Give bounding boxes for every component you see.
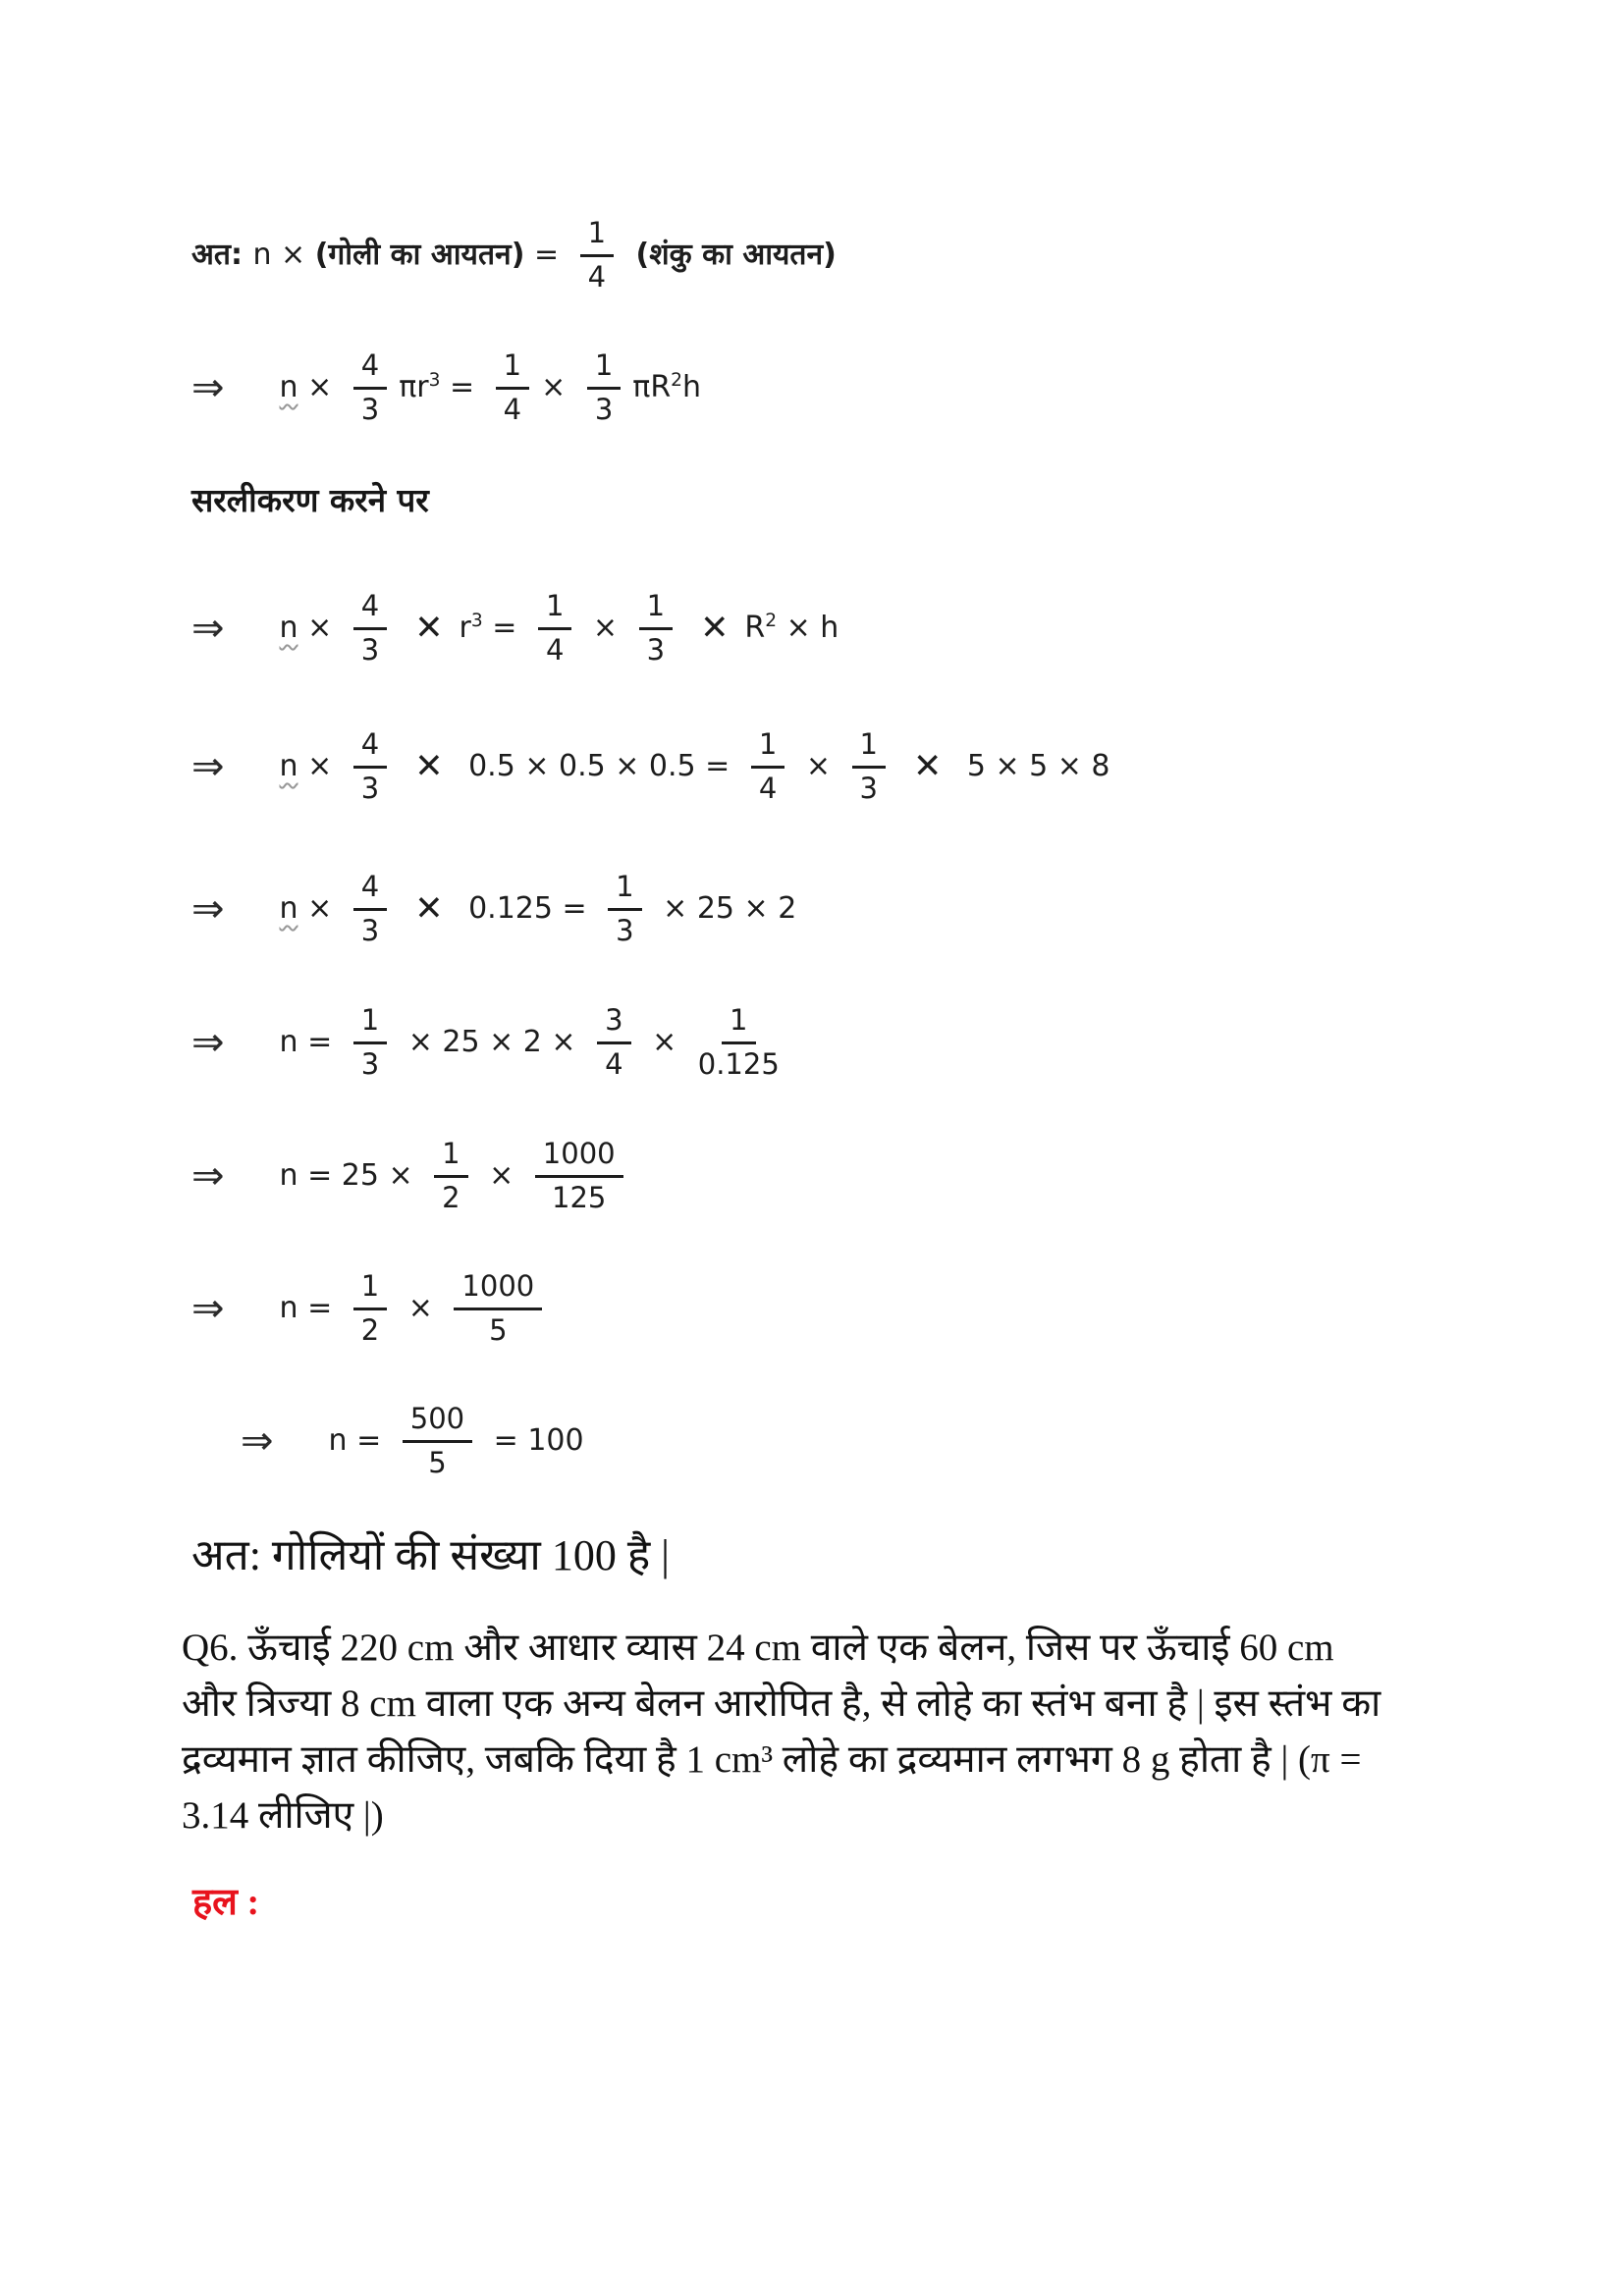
implies-arrow-icon: ⇒ — [241, 1418, 274, 1464]
math-text: × — [298, 611, 342, 645]
math-text: $\pi R^2h$ — [632, 370, 702, 404]
fraction — [353, 588, 387, 667]
fraction — [751, 726, 784, 805]
question-q6 — [182, 1620, 1380, 1843]
fraction-numerator: 4 — [353, 350, 387, 390]
implies-arrow-icon: ⇒ — [191, 365, 225, 410]
math-text: $R^2$ — [744, 611, 778, 645]
fraction — [639, 588, 673, 667]
math-text: × — [399, 1291, 443, 1325]
fraction — [353, 1268, 387, 1347]
math-text: n = — [279, 1025, 342, 1059]
fraction-denominator: 3 — [360, 913, 380, 947]
equation-line-1 — [191, 339, 701, 437]
math-text: × 25 × 2 × — [399, 1025, 586, 1059]
fraction-denominator: 3 — [360, 1046, 380, 1081]
implies-arrow-icon: ⇒ — [191, 1020, 225, 1065]
fraction-denominator: 3 — [859, 771, 878, 805]
fraction-numerator: 1 — [639, 591, 673, 630]
fraction — [434, 1136, 467, 1214]
math-text: × 25 × 2 — [653, 891, 797, 926]
fraction — [403, 1401, 472, 1479]
fraction-numerator: 4 — [353, 872, 387, 911]
math-text: × — [796, 749, 840, 783]
question-line: Q6. ऊँचाई 220 cm और आधार व्यास 24 cm वाले एक बेलन, जिस पर ऊँचाई 60 cm — [182, 1627, 1334, 1669]
fraction-numerator: 1 — [751, 729, 784, 769]
math-text: 5 × 5 × 8 — [957, 749, 1110, 783]
fraction-numerator: 1000 — [535, 1139, 623, 1178]
math-text: × h — [777, 611, 839, 645]
fraction — [496, 347, 529, 426]
math-variable: n — [279, 749, 298, 783]
fraction-numerator: 1 — [538, 591, 571, 630]
math-text: n × — [252, 238, 315, 272]
math-text: × — [298, 749, 342, 783]
math-text: n = 25 × — [279, 1158, 423, 1193]
equation-line-6 — [191, 1127, 635, 1225]
equation-line-statement — [191, 206, 837, 304]
math-text: 0.5 × 0.5 × 0.5 = — [459, 749, 739, 783]
exponent: 2 — [671, 370, 683, 391]
math-text: × — [298, 370, 342, 404]
fraction-numerator: 1 — [852, 729, 886, 769]
exponent: 3 — [428, 370, 441, 391]
equation-line-3 — [191, 718, 1110, 816]
fraction-numerator: 3 — [597, 1005, 630, 1044]
math-variable: n — [279, 370, 298, 404]
fraction-denominator: 3 — [646, 632, 666, 667]
equation-line-7 — [191, 1259, 554, 1358]
math-text: $\pi r^3$ — [399, 370, 441, 404]
fraction-denominator: 3 — [360, 392, 380, 426]
fraction-numerator: 1 — [496, 350, 529, 390]
equation-line-8 — [241, 1392, 584, 1490]
implies-arrow-icon: ⇒ — [191, 1153, 225, 1199]
fraction-denominator: 2 — [442, 1180, 460, 1214]
implies-arrow-icon: ⇒ — [191, 886, 225, 932]
fraction-numerator: 1000 — [454, 1271, 542, 1310]
fraction-numerator: 1 — [580, 218, 614, 257]
math-text: (शंकु का आयतन) — [625, 238, 837, 272]
math-text: = — [482, 611, 526, 645]
fraction — [608, 869, 641, 947]
fraction-denominator: 3 — [594, 392, 614, 426]
fraction-numerator: 1 — [353, 1005, 387, 1044]
equation-line-4 — [191, 860, 796, 958]
implies-arrow-icon: ⇒ — [191, 744, 225, 789]
fraction-numerator: 4 — [353, 591, 387, 630]
math-text: 0.125 = — [459, 891, 597, 926]
fraction-numerator: 1 — [434, 1139, 467, 1178]
fraction-denominator: 125 — [552, 1180, 607, 1214]
fraction — [353, 1002, 387, 1081]
equation-line-5 — [191, 993, 791, 1092]
multiply-icon: ✕ — [912, 746, 943, 786]
fraction-numerator: 1 — [722, 1005, 755, 1044]
math-variable: n — [279, 611, 298, 645]
math-text: अत: — [191, 238, 253, 272]
fraction — [535, 1136, 623, 1214]
fraction-denominator: 4 — [545, 632, 565, 667]
section-heading: सरलीकरण करने पर — [191, 481, 429, 519]
multiply-icon: ✕ — [414, 888, 444, 929]
math-variable: n — [279, 891, 298, 926]
fraction — [580, 215, 614, 294]
multiply-icon: ✕ — [414, 608, 444, 648]
math-text: $r^3$ — [459, 611, 483, 645]
fraction-numerator: 1 — [353, 1271, 387, 1310]
fraction-denominator: 4 — [605, 1046, 623, 1081]
math-text: n = — [328, 1423, 391, 1458]
fraction — [353, 726, 387, 805]
exponent: 2 — [765, 611, 778, 631]
fraction-numerator: 1 — [587, 350, 621, 390]
question-line: 3.14 लीजिए |) — [182, 1794, 384, 1837]
multiply-icon: ✕ — [700, 608, 730, 648]
equation-line-2 — [191, 579, 839, 677]
question-line: और त्रिज्या 8 cm वाला एक अन्य बेलन आरोपित है, से लोहे का स्तंभ बना है | इस स्तंभ का — [182, 1682, 1381, 1725]
fraction-denominator: 4 — [503, 392, 522, 426]
fraction — [353, 869, 387, 947]
fraction-denominator: 5 — [428, 1445, 447, 1479]
math-text: × — [642, 1025, 686, 1059]
fraction-denominator: 3 — [360, 632, 380, 667]
fraction-denominator: 4 — [587, 259, 607, 294]
math-text: × — [541, 370, 575, 404]
fraction — [597, 1002, 630, 1081]
fraction — [852, 726, 886, 805]
fraction-denominator: 5 — [489, 1312, 508, 1347]
math-text: n = — [279, 1291, 342, 1325]
fraction — [697, 1002, 780, 1081]
math-text: = — [440, 370, 484, 404]
fraction — [587, 347, 621, 426]
math-text: × — [298, 891, 342, 926]
conclusion-text: अत: गोलियों की संख्या 100 है | — [191, 1531, 670, 1579]
fraction-denominator: 4 — [758, 771, 778, 805]
solution-label: हल : — [192, 1882, 260, 1923]
multiply-icon: ✕ — [414, 746, 444, 786]
implies-arrow-icon: ⇒ — [191, 606, 225, 651]
question-line: द्रव्यमान ज्ञात कीजिए, जबकि दिया है 1 cm³ लोहे का द्रव्यमान लगभग 8 g होता है | (π = — [182, 1738, 1362, 1781]
math-text: = — [524, 238, 568, 272]
fraction — [538, 588, 571, 667]
fraction-denominator: 3 — [616, 913, 634, 947]
fraction-numerator: 1 — [608, 872, 641, 911]
fraction — [353, 347, 387, 426]
math-text: (गोली का आयतन) — [314, 238, 525, 272]
math-text: × — [479, 1158, 523, 1193]
fraction — [454, 1268, 542, 1347]
fraction-numerator: 500 — [403, 1404, 472, 1443]
fraction-denominator: 0.125 — [697, 1046, 780, 1081]
fraction-denominator: 3 — [360, 771, 380, 805]
exponent: 3 — [470, 611, 483, 631]
math-text: = 100 — [484, 1423, 584, 1458]
fraction-numerator: 4 — [353, 729, 387, 769]
fraction-denominator: 2 — [360, 1312, 380, 1347]
implies-arrow-icon: ⇒ — [191, 1286, 225, 1331]
math-text: × — [583, 611, 627, 645]
